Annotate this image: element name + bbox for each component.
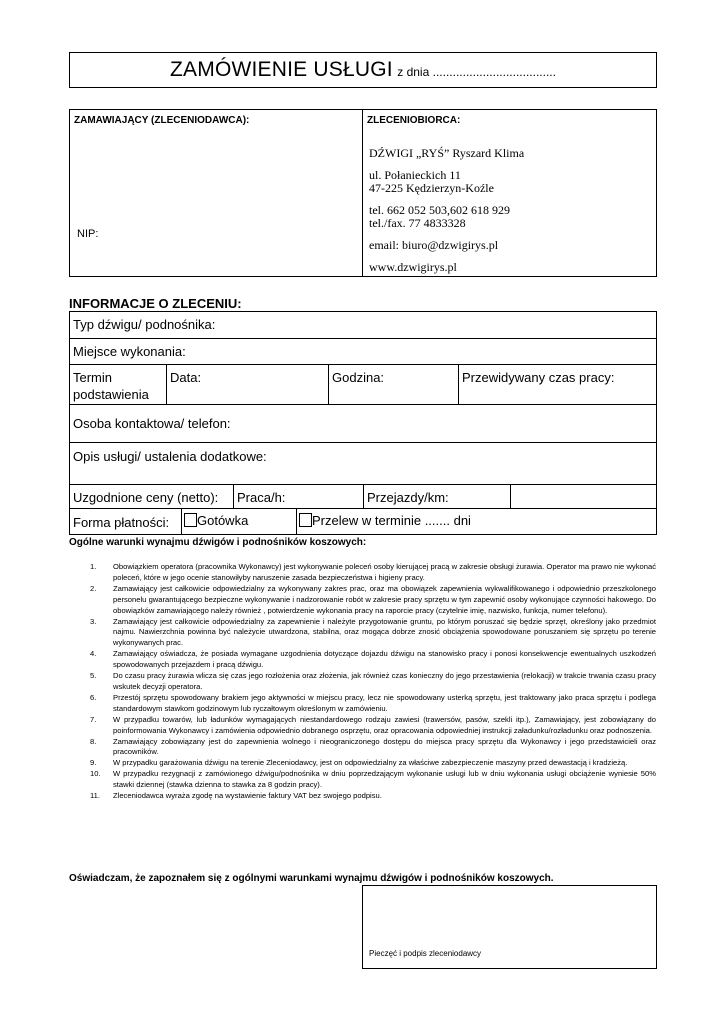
contractor-heading: ZLECENIOBIORCA:	[367, 115, 461, 126]
parties-table	[69, 109, 657, 277]
terms-item: 11. Zleceniodawca wyraża zgodę na wystawienie faktury VAT bez swojego podpisu.	[90, 791, 382, 801]
signature-label: Pieczęć i podpis zleceniodawcy	[369, 949, 482, 958]
contractor-city: 47-225 Kędzierzyn-Koźle	[369, 181, 494, 195]
order-info-table	[69, 311, 657, 535]
duration-label: Przewidywany czas pracy:	[462, 370, 615, 385]
travel-rate-cell[interactable]	[363, 485, 510, 508]
contact-label: Osoba kontaktowa/ telefon:	[73, 416, 231, 431]
location-label: Miejsce wykonania:	[73, 344, 186, 359]
document-title-box	[69, 52, 657, 88]
signature-box[interactable]	[362, 885, 657, 969]
contractor-details	[369, 147, 524, 274]
terms-item: 4. Zamawiający oświadcza, że posiada wymagane uzgodnienia dotyczące dojazdu dźwigu na stanowisko pracy i ponosi konsekwencje ewentualnych uszkodzeń spowodowanych przejazdem i pracą dźwigu.	[90, 649, 656, 670]
crane-type-label: Typ dźwigu/ podnośnika:	[73, 317, 216, 332]
work-rate-cell[interactable]	[233, 485, 363, 508]
client-heading: ZAMAWIAJĄCY (ZLECENIODAWCA):	[74, 115, 250, 126]
time-label: Godzina:	[332, 370, 385, 385]
description-label: Opis usługi/ ustalenia dodatkowe:	[73, 449, 267, 464]
terms-item: 3. Zamawiający jest całkowicie odpowiedzialny za zapewnienie i należyte przygotowanie gruntu, po którym poruszać się będzie sprzęt, określony jako przedmiot najmu. Nawierzchnia powinna być należycie utwardzona, stabilna, oraz mogąca dobrze znosić obciążenia spowodowane poruszaniem się sprzętu po terenie wykonywanych prac.	[90, 616, 656, 648]
cash-option-content	[184, 513, 248, 528]
document-title: ZAMÓWIENIE USŁUGI	[170, 58, 393, 81]
date-cell[interactable]	[166, 365, 328, 404]
travel-rate-label: Przejazdy/km:	[367, 490, 449, 505]
terms-item: 5. Do czasu pracy żurawia wlicza się czas jego rozłożenia oraz złożenia, jak również czas konieczny do jego przestawienia (relokacji) w trakcie trwania czasu pracy wskutek decyzji operatora.	[90, 671, 656, 691]
transfer-label: Przelew w terminie ....... dni	[312, 513, 471, 528]
cash-option[interactable]	[181, 509, 296, 534]
declaration-text: Oświadczam, że zapoznałem się z ogólnymi warunkami wynajmu dźwigów i podnośników koszowych.	[69, 873, 554, 884]
order-info-title: INFORMACJE O ZLECENIU:	[69, 296, 242, 311]
payment-label: Forma płatności:	[73, 515, 170, 530]
contractor-phone: tel. 662 052 503,602 618 929	[369, 203, 510, 217]
time-cell[interactable]	[328, 365, 458, 404]
contact-row[interactable]	[70, 405, 656, 443]
transfer-checkbox[interactable]	[299, 513, 312, 527]
date-field[interactable]: z dnia .....................................	[397, 65, 556, 79]
travel-rate-value-cell[interactable]	[510, 485, 656, 508]
contractor-name: DŹWIGI „RYŚ” Ryszard Klima	[369, 146, 525, 160]
deadline-label	[73, 369, 149, 403]
terms-item: 10. W przypadku rezygnacji z zamówionego dźwigu/podnośnika w dniu poprzedzającym wykonanie usługi lub w dniu wykonania usługi obciążenie wyniesie 50% stawki dziennej (stawka dzienna to stawka za 8 godzin pracy).	[90, 769, 656, 790]
contractor-email: email: biuro@dzwigirys.pl	[369, 238, 499, 252]
prices-label: Uzgodnione ceny (netto):	[73, 490, 219, 505]
contractor-section	[363, 110, 656, 276]
terms-item: 7. W przypadku towarów, lub ładunków wymagających niestandardowego rodzaju zawiesi (trawersów, pasów, szekli itp.), Zamawiający, jest zobowiązany do poinformowania Wykonawcy i zamówienia odpowiednio dobranego osprzętu, oraz opracowania odpowiedniej instrukcji załadunku/rozładunku oraz podnoszenia.	[90, 714, 656, 735]
contractor-street: ul. Połanieckich 11	[369, 168, 461, 182]
prices-row	[70, 485, 656, 509]
contractor-website: www.dzwigirys.pl	[369, 260, 457, 274]
client-section[interactable]	[70, 110, 363, 276]
date-label: Data:	[170, 370, 202, 385]
cash-checkbox[interactable]	[184, 513, 197, 527]
terms-title: Ogólne warunki wynajmu dźwigów i podnośników koszowych:	[69, 537, 367, 548]
transfer-option[interactable]	[296, 509, 656, 534]
contractor-fax: tel./fax. 77 4833328	[369, 216, 466, 230]
terms-item: 2. Zamawiający jest całkowicie odpowiedzialny za wykonywany zakres prac, oraz ma obowiązek zapewnienia wykwalifikowanego i odpowiednio przeszkolonego personelu gwarantującego bezpieczne wykonywanie i nadzorowanie robót w zakresie pracy sprzętu w tym zapewnić osoby wykonujące czynności hakowego. Do obowiązków zamawiającego należy również , potwierdzenie wykonania pracy na raporcie pracy (czytelnie imię, nazwisko, funkcja, numer telefonu).	[90, 583, 656, 615]
terms-item: 9. W przypadku garażowania dźwigu na terenie Zleceniodawcy, jest on odpowiedzialny za właściwe zabezpieczenie maszyny przed dewastacją i kradzieżą.	[90, 758, 628, 768]
terms-item: 8. Zamawiający zobowiązany jest do zapewnienia wolnego i nieograniczonego dostępu do miejsca pracy sprzętu dla Wykonawcy i jego przedstawicieli oraz pracowników.	[90, 736, 656, 757]
crane-type-row[interactable]	[70, 312, 656, 339]
terms-list	[90, 562, 656, 802]
cash-label: Gotówka	[197, 513, 249, 528]
deadline-label-line2: podstawienia	[73, 387, 149, 402]
terms-item: 1. Obowiązkiem operatora (pracownika Wykonawcy) jest wykonywanie poleceń osoby kierującej pracą w zakresie obsługi żurawia. Operator ma prawo nie wykonać poleceń, które w jego ocenie stanowiłyby naruszenie zasada bezpieczeństwa i higieny pracy.	[90, 562, 656, 582]
description-row[interactable]	[70, 443, 656, 485]
work-rate-label: Praca/h:	[237, 490, 286, 505]
deadline-label-line1: Termin	[73, 370, 113, 385]
deadline-row	[70, 365, 656, 405]
nip-label: NIP:	[77, 228, 99, 240]
transfer-option-content	[299, 513, 471, 528]
duration-cell[interactable]	[458, 365, 656, 404]
terms-item: 6. Przestój sprzętu spowodowany brakiem jego aktywności w miejscu pracy, lecz nie spowodowany usterką sprzętu, jest traktowany jako praca sprzętu i podlega standardowym stawkom godzinowym lub ryczałtowym określonym w zamówieniu.	[90, 692, 656, 713]
location-row[interactable]	[70, 339, 656, 365]
payment-row	[70, 509, 656, 535]
